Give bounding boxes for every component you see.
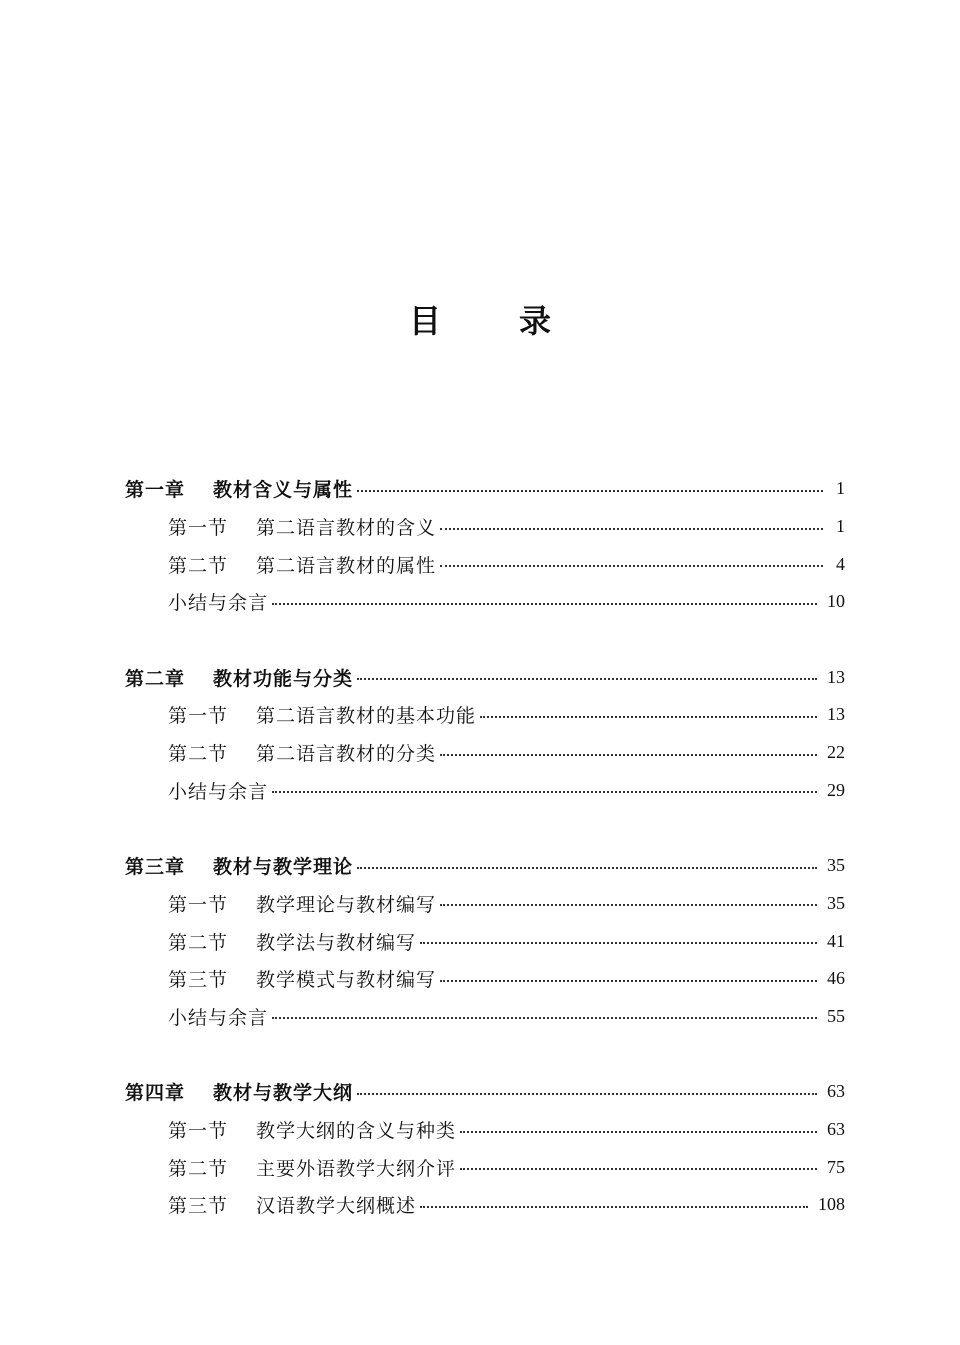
chapter-entry-label: 第四章 — [125, 1082, 186, 1105]
section-entry-label: 第二节 — [168, 554, 229, 577]
page-number: 41 — [827, 930, 845, 951]
page-number: 4 — [836, 553, 845, 574]
dot-leader — [272, 1017, 817, 1019]
chapter-entry-label: 第三章 — [125, 856, 186, 879]
page-number: 46 — [827, 968, 845, 989]
section-entry-title: 汉语教学大纲概述 — [256, 1195, 417, 1218]
section-entry-title: 教学理论与教材编写 — [256, 893, 437, 916]
dot-leader — [420, 1206, 808, 1208]
page-number: 63 — [827, 1081, 845, 1102]
summary-entry[interactable] — [125, 583, 845, 621]
page-number: 13 — [827, 704, 845, 725]
page-number: 22 — [827, 742, 845, 763]
section-entry-label: 第三节 — [168, 969, 229, 992]
summary-entry[interactable] — [125, 998, 845, 1036]
summary-entry-title: 小结与余言 — [168, 1006, 269, 1029]
page-number: 35 — [827, 892, 845, 913]
section-entry[interactable] — [125, 1111, 845, 1149]
page-number: 55 — [827, 1005, 845, 1026]
section-entry-title: 第二语言教材的基本功能 — [256, 705, 477, 728]
summary-entry-title: 小结与余言 — [168, 780, 269, 803]
chapter-entry-title: 教材功能与分类 — [213, 667, 354, 690]
dot-leader — [272, 791, 817, 793]
chapter-entry[interactable] — [125, 847, 845, 885]
chapter-entry[interactable] — [125, 470, 845, 508]
chapter-entry-label: 第二章 — [125, 667, 186, 690]
section-entry-label: 第二节 — [168, 931, 229, 954]
section-entry[interactable] — [125, 696, 845, 734]
page-title — [0, 296, 960, 342]
section-entry[interactable] — [125, 885, 845, 923]
page-number: 35 — [827, 855, 845, 876]
section-entry-label: 第一节 — [168, 705, 229, 728]
dot-leader — [357, 867, 817, 869]
dot-leader — [460, 1131, 817, 1133]
dot-leader — [272, 603, 817, 605]
dot-leader — [440, 980, 817, 982]
dot-leader — [480, 716, 817, 718]
page-number: 75 — [827, 1156, 845, 1177]
chapter-entry[interactable] — [125, 1073, 845, 1111]
section-entry-title: 教学模式与教材编写 — [256, 969, 437, 992]
page-number: 1 — [836, 516, 845, 537]
summary-entry-title: 小结与余言 — [168, 592, 269, 615]
chapter-group — [125, 847, 845, 1035]
dot-leader — [357, 490, 823, 492]
chapter-group — [125, 1073, 845, 1224]
section-entry-label: 第一节 — [168, 517, 229, 540]
chapter-group — [125, 470, 845, 621]
section-entry[interactable] — [125, 734, 845, 772]
section-entry-label: 第一节 — [168, 893, 229, 916]
table-of-contents — [125, 470, 845, 1261]
chapter-entry-title: 教材与教学理论 — [213, 856, 354, 879]
page-number: 63 — [827, 1119, 845, 1140]
summary-entry[interactable] — [125, 772, 845, 810]
dot-leader — [357, 678, 817, 680]
section-entry-label: 第一节 — [168, 1120, 229, 1143]
dot-leader — [440, 528, 823, 530]
page-number: 13 — [827, 666, 845, 687]
title-char: 目 — [408, 302, 441, 340]
chapter-entry[interactable] — [125, 658, 845, 696]
page-number: 29 — [827, 779, 845, 800]
section-entry-title: 主要外语教学大纲介评 — [256, 1157, 457, 1180]
dot-leader — [357, 1093, 817, 1095]
section-entry[interactable] — [125, 1148, 845, 1186]
section-entry[interactable] — [125, 1186, 845, 1224]
section-entry-title: 第二语言教材的属性 — [256, 554, 437, 577]
page-number: 1 — [836, 478, 845, 499]
section-entry-title: 第二语言教材的含义 — [256, 517, 437, 540]
title-char: 录 — [519, 302, 552, 340]
section-entry-title: 教学大纲的含义与种类 — [256, 1120, 457, 1143]
dot-leader — [460, 1168, 817, 1170]
chapter-entry-label: 第一章 — [125, 479, 186, 502]
dot-leader — [420, 942, 817, 944]
page-number: 108 — [818, 1194, 845, 1215]
section-entry[interactable] — [125, 508, 845, 546]
section-entry[interactable] — [125, 545, 845, 583]
section-entry[interactable] — [125, 922, 845, 960]
dot-leader — [440, 904, 817, 906]
section-entry-label: 第三节 — [168, 1195, 229, 1218]
section-entry-label: 第二节 — [168, 743, 229, 766]
section-entry[interactable] — [125, 960, 845, 998]
section-entry-label: 第二节 — [168, 1157, 229, 1180]
chapter-entry-title: 教材与教学大纲 — [213, 1082, 354, 1105]
dot-leader — [440, 565, 823, 567]
chapter-entry-title: 教材含义与属性 — [213, 479, 354, 502]
section-entry-title: 第二语言教材的分类 — [256, 743, 437, 766]
dot-leader — [440, 754, 817, 756]
chapter-group — [125, 658, 845, 809]
section-entry-title: 教学法与教材编写 — [256, 931, 417, 954]
page-number: 10 — [827, 591, 845, 612]
